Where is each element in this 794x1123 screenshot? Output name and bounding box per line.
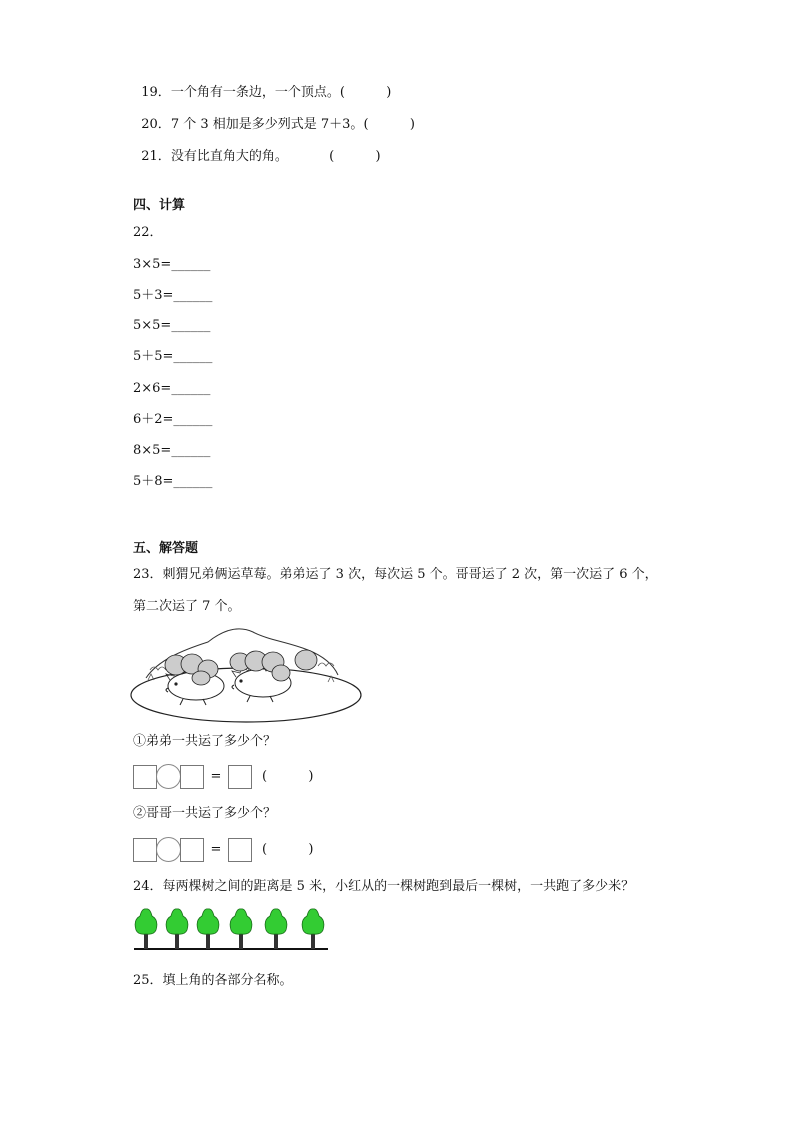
calc-item[interactable]: 5＋3=______ — [133, 288, 213, 303]
question-23-sub1: ①弟弟一共运了多少个？ — [133, 734, 277, 749]
tree-row-illustration — [130, 908, 335, 954]
question-21 — [133, 130, 381, 166]
question-19 — [133, 66, 391, 102]
equals-sign: = — [210, 769, 222, 784]
question-text: 一个角有一条边，一个顶点。 — [170, 85, 340, 100]
answer-box[interactable] — [133, 838, 157, 862]
calc-item[interactable]: 3×5=______ — [133, 257, 211, 272]
question-25: 25．填上角的各部分名称。 — [133, 973, 293, 988]
tree-icon — [135, 909, 157, 949]
question-number: 20． — [141, 117, 171, 132]
question-23-line1: 23．刺猬兄弟俩运草莓。弟弟运了 3 次，每次运 5 个。哥哥运了 2 次，第一次运了 6 个， — [133, 567, 658, 582]
calc-item[interactable]: 5×5=______ — [133, 318, 211, 333]
calc-item[interactable]: 6＋2=______ — [133, 412, 213, 427]
equals-sign: = — [210, 842, 222, 857]
formula-row-2 — [133, 837, 313, 862]
tree-icon — [197, 909, 219, 949]
calc-item[interactable]: 5＋5=______ — [133, 349, 213, 364]
hedgehog-strawberry-illustration — [128, 620, 368, 725]
answer-box[interactable] — [228, 765, 252, 789]
calc-item[interactable]: 5＋8=______ — [133, 474, 213, 489]
operator-circle[interactable] — [156, 837, 181, 862]
question-number: 21． — [141, 149, 171, 164]
question-20 — [133, 98, 415, 134]
answer-parentheses[interactable]: ( ) — [339, 85, 392, 100]
answer-box[interactable] — [180, 765, 204, 789]
section-heading-word-problems: 五、解答题 — [133, 541, 199, 556]
tree-icon — [302, 909, 324, 949]
question-text: 没有比直角大的角。 — [170, 149, 288, 164]
question-text: 7 个 3 相加是多少列式是 7＋3。 — [170, 117, 364, 132]
answer-parentheses[interactable]: ( ) — [262, 769, 314, 784]
section-heading-calculation: 四、计算 — [133, 198, 186, 213]
operator-circle[interactable] — [156, 764, 181, 789]
question-number: 19． — [141, 85, 171, 100]
tree-icon — [166, 909, 188, 949]
answer-box[interactable] — [228, 838, 252, 862]
answer-parentheses[interactable]: ( ) — [287, 149, 381, 164]
formula-row-1 — [133, 764, 313, 789]
calc-item[interactable]: 2×6=______ — [133, 381, 211, 396]
answer-parentheses[interactable]: ( ) — [262, 842, 314, 857]
answer-parentheses[interactable]: ( ) — [363, 117, 415, 132]
question-23-sub2: ②哥哥一共运了多少个？ — [133, 806, 277, 821]
question-23-line2: 第二次运了 7 个。 — [133, 599, 241, 614]
question-22-number: 22． — [133, 225, 163, 240]
tree-icon — [265, 909, 287, 949]
answer-box[interactable] — [133, 765, 157, 789]
calc-item[interactable]: 8×5=______ — [133, 443, 211, 458]
answer-box[interactable] — [180, 838, 204, 862]
tree-icon — [230, 909, 252, 949]
question-24: 24．每两棵树之间的距离是 5 米，小红从的一棵树跑到最后一棵树，一共跑了多少米？ — [133, 879, 635, 894]
